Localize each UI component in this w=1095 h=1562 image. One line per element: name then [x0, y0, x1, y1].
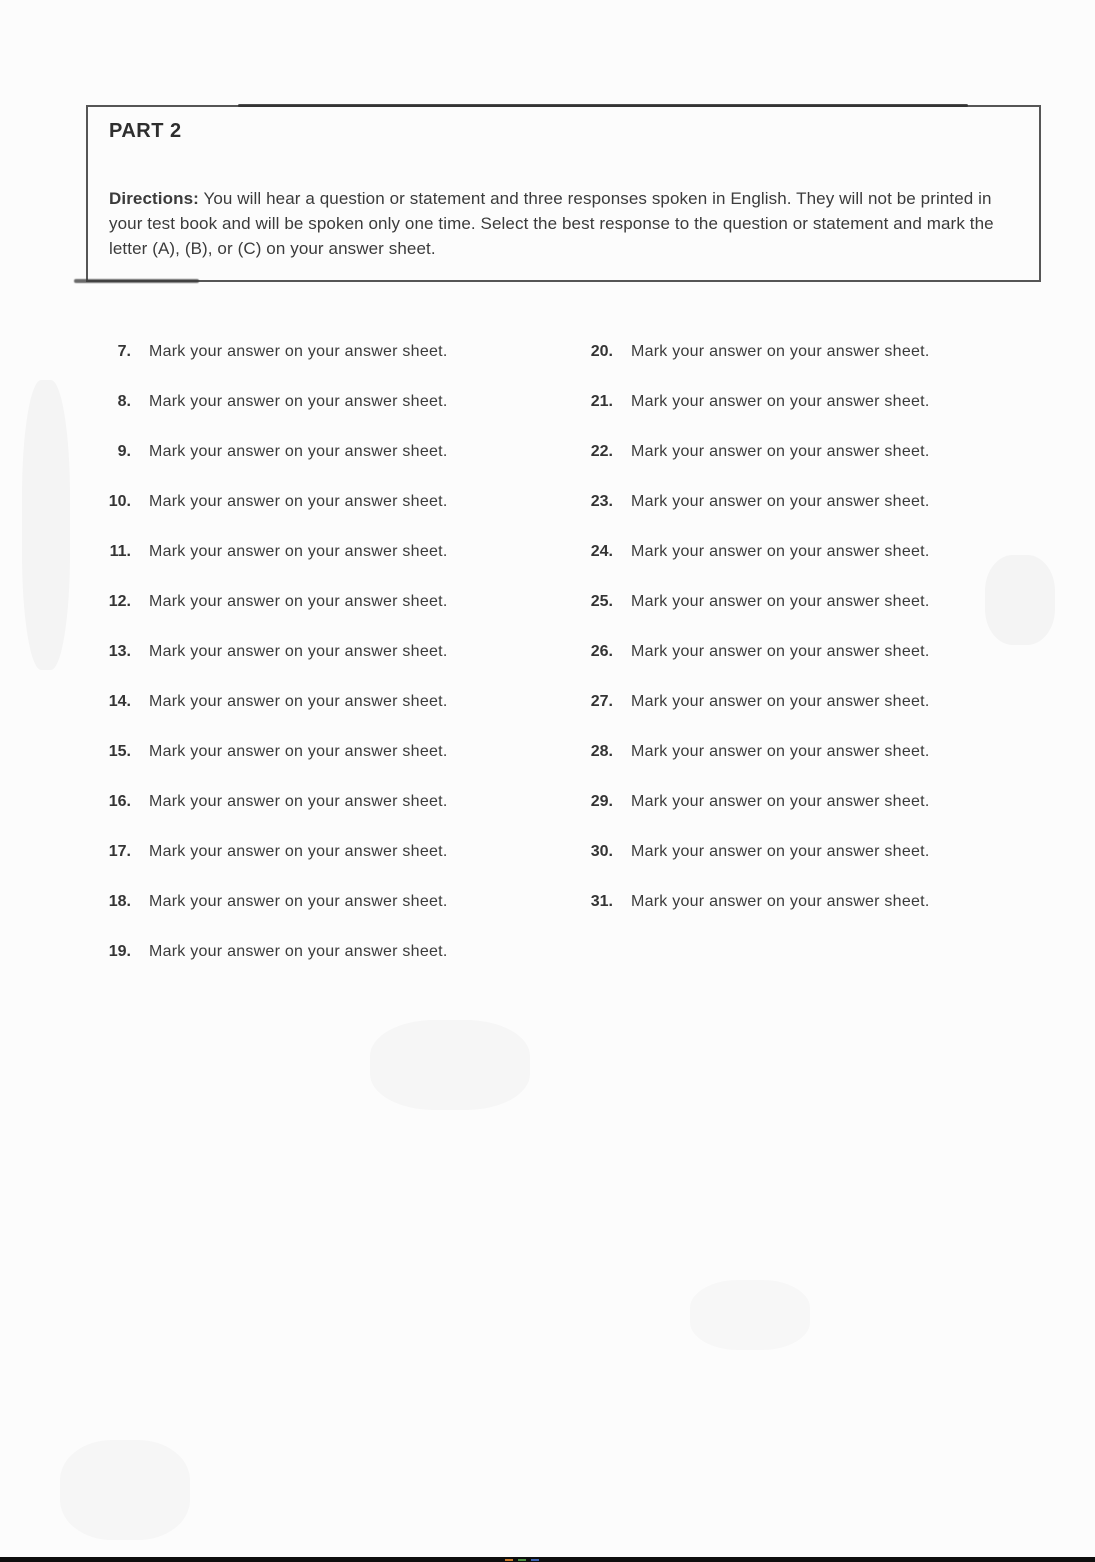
question-text: Mark your answer on your answer sheet.	[149, 843, 448, 860]
question-number: 15.	[108, 743, 131, 760]
question-item	[577, 343, 930, 363]
scan-blotch	[370, 1020, 530, 1110]
question-number: 26.	[590, 643, 613, 660]
question-number: 28.	[590, 743, 613, 760]
question-item	[577, 393, 930, 413]
question-item	[577, 693, 930, 713]
directions-text: You will hear a question or statement and three responses spoken in English. They will not be printed in your test book and will be spoken only one time. Select the best response to the question or statement and mark the letter (A), (B), or (C) on your answer sheet.	[109, 189, 994, 258]
question-item	[577, 893, 930, 913]
question-text: Mark your answer on your answer sheet.	[631, 843, 930, 860]
question-item	[577, 543, 930, 563]
bottom-scan-bar	[0, 1557, 1095, 1562]
directions-paragraph	[109, 186, 1029, 261]
question-number: 25.	[590, 593, 613, 610]
question-number: 29.	[590, 793, 613, 810]
question-text: Mark your answer on your answer sheet.	[631, 393, 930, 410]
question-text: Mark your answer on your answer sheet.	[149, 443, 448, 460]
question-item	[95, 643, 448, 663]
scan-speck	[518, 1559, 526, 1561]
question-item	[95, 593, 448, 613]
question-item	[577, 793, 930, 813]
question-item	[95, 343, 448, 363]
scan-blotch	[60, 1440, 190, 1540]
question-number: 21.	[590, 393, 613, 410]
question-text: Mark your answer on your answer sheet.	[631, 493, 930, 510]
question-text: Mark your answer on your answer sheet.	[631, 343, 930, 360]
question-number: 24.	[590, 543, 613, 560]
question-number: 16.	[108, 793, 131, 810]
question-number: 30.	[590, 843, 613, 860]
question-text: Mark your answer on your answer sheet.	[149, 493, 448, 510]
question-number: 7.	[117, 343, 131, 360]
question-text: Mark your answer on your answer sheet.	[149, 593, 448, 610]
part-title: PART 2	[109, 120, 182, 142]
question-text: Mark your answer on your answer sheet.	[149, 343, 448, 360]
question-item	[95, 693, 448, 713]
question-number: 27.	[590, 693, 613, 710]
directions-label: Directions:	[109, 189, 199, 208]
question-number: 18.	[108, 893, 131, 910]
scan-blotch	[985, 555, 1055, 645]
question-item	[577, 843, 930, 863]
scan-speck	[505, 1559, 513, 1561]
questions-left-column	[95, 343, 448, 993]
scan-speck	[531, 1559, 539, 1561]
scan-blotch	[690, 1280, 810, 1350]
question-text: Mark your answer on your answer sheet.	[149, 543, 448, 560]
question-item	[577, 593, 930, 613]
question-item	[95, 793, 448, 813]
question-item	[95, 743, 448, 763]
questions-right-column	[577, 343, 930, 943]
question-text: Mark your answer on your answer sheet.	[149, 943, 448, 960]
question-text: Mark your answer on your answer sheet.	[149, 743, 448, 760]
question-number: 23.	[590, 493, 613, 510]
question-text: Mark your answer on your answer sheet.	[631, 443, 930, 460]
question-text: Mark your answer on your answer sheet.	[631, 543, 930, 560]
question-number: 11.	[109, 543, 131, 560]
question-item	[577, 743, 930, 763]
question-number: 9.	[117, 443, 131, 460]
question-number: 13.	[108, 643, 131, 660]
question-text: Mark your answer on your answer sheet.	[149, 693, 448, 710]
question-text: Mark your answer on your answer sheet.	[149, 393, 448, 410]
question-text: Mark your answer on your answer sheet.	[149, 893, 448, 910]
question-number: 31.	[590, 893, 613, 910]
scan-border-smear	[238, 104, 968, 107]
question-text: Mark your answer on your answer sheet.	[631, 793, 930, 810]
question-item	[577, 643, 930, 663]
question-item	[95, 543, 448, 563]
question-number: 12.	[108, 593, 131, 610]
question-item	[95, 493, 448, 513]
directions-box	[86, 105, 1041, 282]
scan-blotch	[22, 380, 70, 670]
question-text: Mark your answer on your answer sheet.	[631, 693, 930, 710]
question-item	[95, 843, 448, 863]
question-item	[577, 443, 930, 463]
question-number: 20.	[590, 343, 613, 360]
scan-border-smear	[74, 279, 199, 283]
question-text: Mark your answer on your answer sheet.	[631, 893, 930, 910]
question-number: 8.	[117, 393, 131, 410]
question-text: Mark your answer on your answer sheet.	[149, 793, 448, 810]
question-text: Mark your answer on your answer sheet.	[631, 743, 930, 760]
question-number: 10.	[108, 493, 131, 510]
question-item	[95, 943, 448, 963]
question-text: Mark your answer on your answer sheet.	[631, 593, 930, 610]
question-item	[577, 493, 930, 513]
question-item	[95, 443, 448, 463]
question-number: 14.	[108, 693, 131, 710]
question-item	[95, 893, 448, 913]
question-text: Mark your answer on your answer sheet.	[149, 643, 448, 660]
question-number: 17.	[108, 843, 131, 860]
question-item	[95, 393, 448, 413]
question-number: 22.	[590, 443, 613, 460]
question-text: Mark your answer on your answer sheet.	[631, 643, 930, 660]
question-number: 19.	[108, 943, 131, 960]
